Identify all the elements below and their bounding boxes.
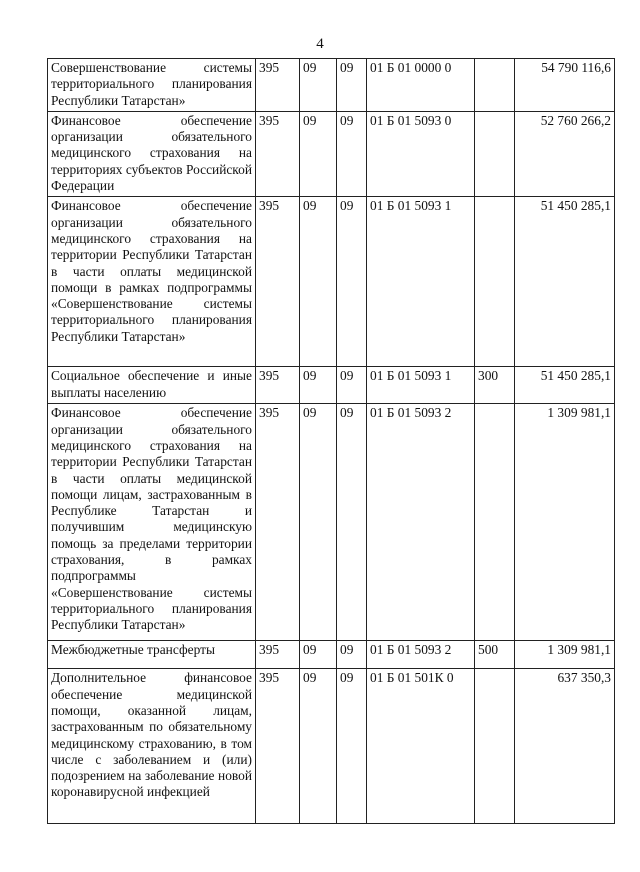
- budget-table: [47, 58, 615, 824]
- subsection-code: 09: [337, 641, 367, 669]
- amount: 51 450 285,1: [515, 367, 615, 404]
- section-code: 09: [300, 669, 337, 824]
- page-number: 4: [316, 36, 324, 52]
- subsection-code: 09: [337, 669, 367, 824]
- ministry-code: 395: [256, 669, 300, 824]
- ministry-code: 395: [256, 59, 300, 112]
- row-name: Межбюджетные трансферты: [48, 641, 256, 669]
- target-article: 01 Б 01 5093 2: [367, 641, 475, 669]
- target-article: 01 Б 01 5093 2: [367, 404, 475, 641]
- expense-type: [475, 59, 515, 112]
- amount: 52 760 266,2: [515, 111, 615, 196]
- row-name: Социальное обеспечение и иные выплаты населению: [48, 367, 256, 404]
- table-row: [48, 367, 615, 404]
- row-name: Совершенствование системы территориального планирования Республики Татарстан»: [48, 59, 256, 112]
- expense-type: [475, 404, 515, 641]
- table-row: [48, 59, 615, 112]
- amount: 51 450 285,1: [515, 197, 615, 367]
- row-name: Финансовое обеспечение организации обязательного медицинского страхования на территориях субъектов Российской Федерации: [48, 111, 256, 196]
- expense-type: [475, 197, 515, 367]
- subsection-code: 09: [337, 404, 367, 641]
- ministry-code: 395: [256, 641, 300, 669]
- table-row: [48, 197, 615, 367]
- ministry-code: 395: [256, 197, 300, 367]
- section-code: 09: [300, 404, 337, 641]
- target-article: 01 Б 01 5093 1: [367, 197, 475, 367]
- subsection-code: 09: [337, 59, 367, 112]
- target-article: 01 Б 01 5093 1: [367, 367, 475, 404]
- amount: 54 790 116,6: [515, 59, 615, 112]
- row-name: Финансовое обеспечение организации обязательного медицинского страхования на территории Республики Татарстан в части оплаты медицинской помощи в рамках подпрограммы «Совершенствование системы территориального планирования Республики Татарстан»: [48, 197, 256, 367]
- subsection-code: 09: [337, 367, 367, 404]
- subsection-code: 09: [337, 111, 367, 196]
- amount: 1 309 981,1: [515, 641, 615, 669]
- section-code: 09: [300, 111, 337, 196]
- section-code: 09: [300, 641, 337, 669]
- ministry-code: 395: [256, 404, 300, 641]
- target-article: 01 Б 01 501К 0: [367, 669, 475, 824]
- target-article: 01 Б 01 5093 0: [367, 111, 475, 196]
- table-row: [48, 641, 615, 669]
- section-code: 09: [300, 59, 337, 112]
- target-article: 01 Б 01 0000 0: [367, 59, 475, 112]
- subsection-code: 09: [337, 197, 367, 367]
- row-name: Дополнительное финансовое обеспечение медицинской помощи, оказанной лицам, застрахованным по обязательному медицинскому страхованию, в том числе с заболеванием и (или) подозрением на заболевание новой коронавирусной инфекцией: [48, 669, 256, 824]
- table-row: [48, 669, 615, 824]
- expense-type: [475, 669, 515, 824]
- ministry-code: 395: [256, 367, 300, 404]
- amount: 637 350,3: [515, 669, 615, 824]
- row-name: Финансовое обеспечение организации обязательного медицинского страхования на территории Республики Татарстан в части оплаты медицинской помощи лицам, застрахованным в Республике Татарстан и получившим медицинскую помощь за пределами территории страхования, в рамках подпрограммы «Совершенствование системы территориального планирования Республики Татарстан»: [48, 404, 256, 641]
- table-row: [48, 111, 615, 196]
- table-row: [48, 404, 615, 641]
- amount: 1 309 981,1: [515, 404, 615, 641]
- expense-type: 300: [475, 367, 515, 404]
- section-code: 09: [300, 367, 337, 404]
- expense-type: [475, 111, 515, 196]
- expense-type: 500: [475, 641, 515, 669]
- section-code: 09: [300, 197, 337, 367]
- ministry-code: 395: [256, 111, 300, 196]
